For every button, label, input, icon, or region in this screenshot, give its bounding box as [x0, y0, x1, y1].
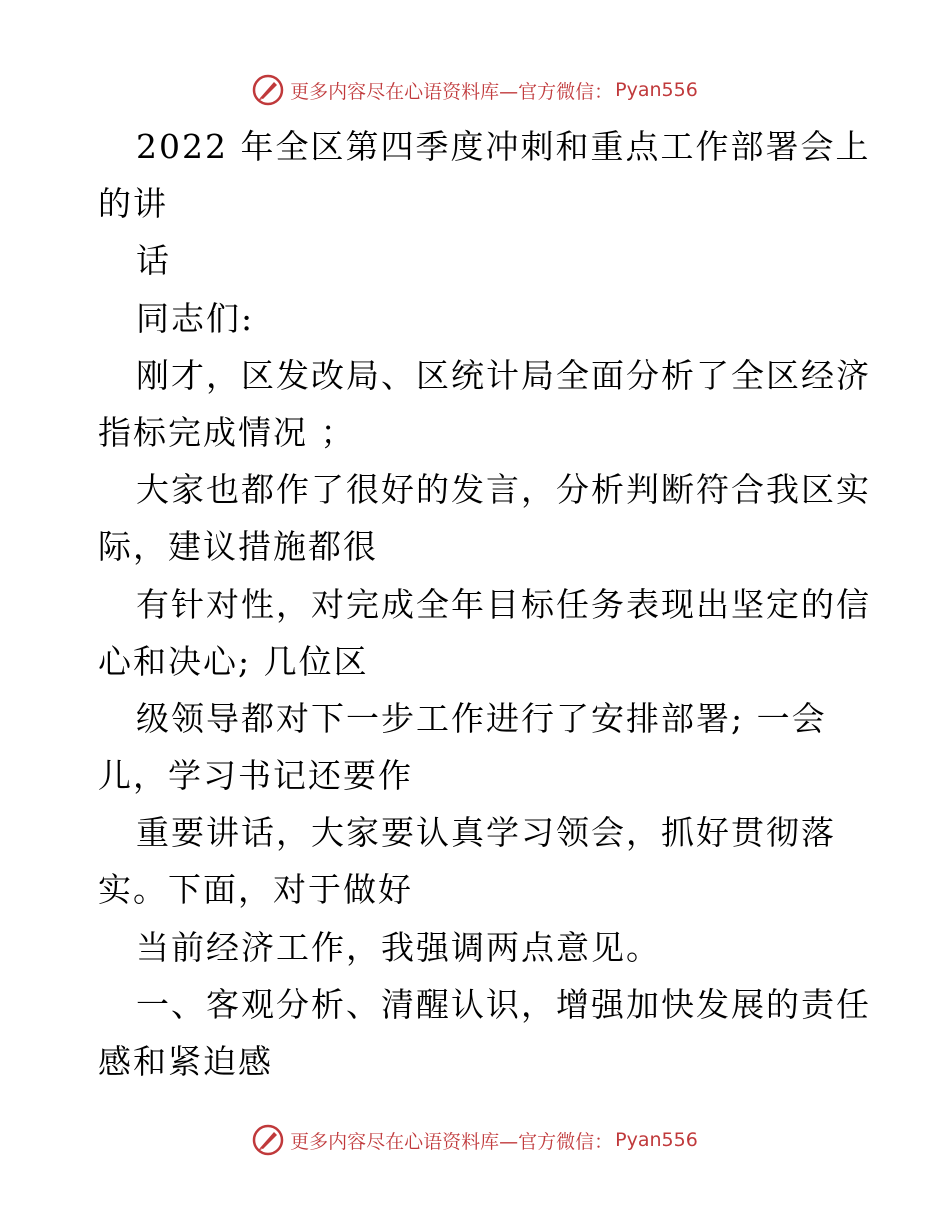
paragraph-line: 有针对性，对完成全年目标任务表现出坚定的信 [136, 584, 871, 624]
paragraph-line: 当前经济工作，我强调两点意见。 [136, 927, 661, 967]
paragraph-line: 大家也都作了很好的发言，分析判断符合我区实 [136, 470, 871, 510]
watermark-footer [0, 1120, 950, 1160]
title-line-3: 话 [136, 241, 171, 281]
paragraph-line: 刚才，区发改局、区统计局全面分析了全区经济 [136, 355, 871, 395]
title-line-2: 的讲 [98, 184, 168, 224]
paragraph-line: 际，建议措施都很 [98, 527, 378, 567]
section-heading-line: 感和紧迫感 [98, 1042, 273, 1081]
watermark-text: 更多内容尽在心语资料库—官方微信： [290, 1130, 614, 1153]
paragraph-line: 心和决心; 几位区 [98, 641, 369, 681]
document-body [98, 118, 871, 1090]
paragraph-line: 指标完成情况 ； [98, 412, 356, 452]
paragraph-line: 级领导都对下一步工作进行了安排部署; 一会 [136, 698, 827, 738]
paragraph-line: 实。下面，对于做好 [98, 870, 413, 910]
paragraph-line: 重要讲话，大家要认真学习领会，抓好贯彻落 [136, 813, 836, 853]
watermark-header [0, 70, 950, 110]
watermark-text: 更多内容尽在心语资料库—官方微信： [290, 80, 614, 103]
title-line-1: 2022 年全区第四季度冲刺和重点工作部署会上 [136, 127, 871, 166]
quill-pen-logo-icon [252, 1124, 284, 1156]
paragraph-line: 儿，学习书记还要作 [98, 756, 413, 796]
watermark-wechat-id: Pyan556 [615, 79, 698, 101]
watermark-wechat-id: Pyan556 [615, 1129, 698, 1151]
quill-pen-logo-icon [252, 74, 284, 106]
section-heading-line: 一、客观分析、清醒认识，增强加快发展的责任 [136, 984, 871, 1024]
salutation: 同志们: [136, 298, 255, 338]
